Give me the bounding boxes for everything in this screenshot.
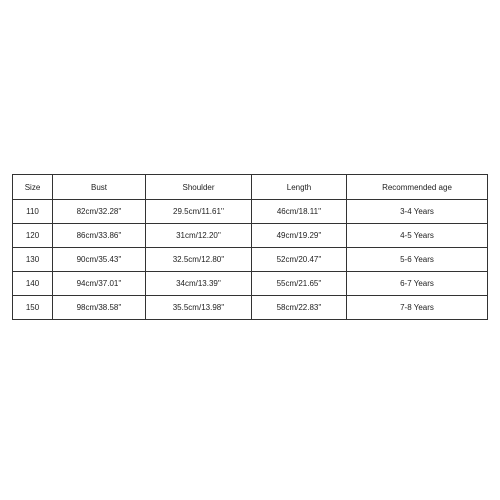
length-cell: 49cm/19.29'' <box>252 224 347 248</box>
length-cell: 58cm/22.83'' <box>252 296 347 320</box>
age-cell: 3-4 Years <box>347 200 488 224</box>
table-row <box>13 272 488 296</box>
age-cell: 5-6 Years <box>347 248 488 272</box>
bust-cell: 90cm/35.43'' <box>53 248 146 272</box>
size-cell: 110 <box>13 200 53 224</box>
size-chart-table <box>12 174 488 320</box>
shoulder-cell: 31cm/12.20'' <box>146 224 252 248</box>
length-cell: 52cm/20.47'' <box>252 248 347 272</box>
size-cell: 140 <box>13 272 53 296</box>
length-cell: 55cm/21.65'' <box>252 272 347 296</box>
table-row <box>13 224 488 248</box>
header-bust: Bust <box>53 175 146 200</box>
table-row <box>13 248 488 272</box>
age-cell: 7-8 Years <box>347 296 488 320</box>
size-cell: 130 <box>13 248 53 272</box>
age-cell: 6-7 Years <box>347 272 488 296</box>
shoulder-cell: 34cm/13.39'' <box>146 272 252 296</box>
bust-cell: 94cm/37.01'' <box>53 272 146 296</box>
header-size: Size <box>13 175 53 200</box>
table-row <box>13 296 488 320</box>
table-row <box>13 200 488 224</box>
header-shoulder: Shoulder <box>146 175 252 200</box>
shoulder-cell: 32.5cm/12.80'' <box>146 248 252 272</box>
age-cell: 4-5 Years <box>347 224 488 248</box>
size-cell: 150 <box>13 296 53 320</box>
header-length: Length <box>252 175 347 200</box>
shoulder-cell: 35.5cm/13.98'' <box>146 296 252 320</box>
size-cell: 120 <box>13 224 53 248</box>
bust-cell: 82cm/32.28'' <box>53 200 146 224</box>
header-recommended-age: Recommended age <box>347 175 488 200</box>
bust-cell: 86cm/33.86'' <box>53 224 146 248</box>
bust-cell: 98cm/38.58'' <box>53 296 146 320</box>
shoulder-cell: 29.5cm/11.61'' <box>146 200 252 224</box>
length-cell: 46cm/18.11'' <box>252 200 347 224</box>
table-header-row <box>13 175 488 200</box>
